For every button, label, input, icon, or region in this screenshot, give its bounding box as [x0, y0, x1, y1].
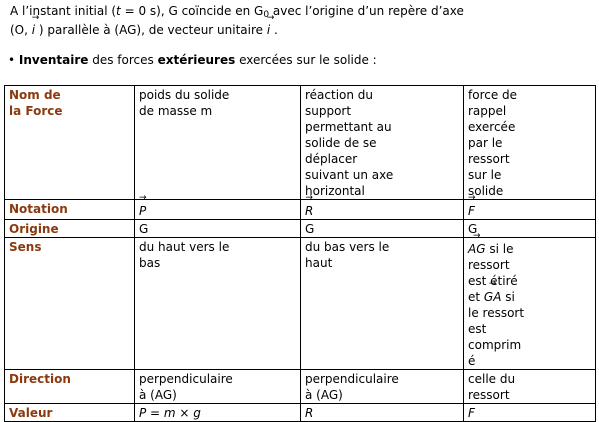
vector-ag: → AG: [468, 241, 486, 257]
time-symbol: t: [116, 4, 121, 18]
row-label: Direction: [5, 370, 135, 404]
table-cell: G: [301, 220, 464, 238]
table-row: [5, 238, 596, 370]
table-row: [5, 86, 596, 200]
table-row: [5, 370, 596, 404]
cell-text: si le ressort est étiré et: [468, 242, 518, 304]
table-cell: R: [301, 404, 464, 422]
table-cell: [464, 200, 596, 220]
table-cell: F: [464, 404, 596, 422]
table-cell: du haut vers le bas: [135, 238, 301, 370]
intro-text: avec l’origine d’un repère d’axe: [269, 4, 464, 18]
intro-text: A l’instant initial (: [10, 4, 117, 18]
intro-text: .: [270, 23, 278, 37]
table-row: [5, 220, 596, 238]
table-cell: [301, 200, 464, 220]
table-cell: [135, 200, 301, 220]
heading-text: exercées sur le solide :: [235, 53, 377, 67]
intro-text: = 0 s), G coïncide en G: [120, 4, 264, 18]
table-cell: force de rappel exercée par le ressort sur le solide: [464, 86, 596, 200]
forces-table: [4, 85, 596, 422]
table-row: [5, 404, 596, 422]
row-label: Nom de la Force: [5, 86, 135, 200]
heading-bold: extérieures: [157, 53, 236, 67]
table-row: [5, 200, 596, 220]
table-cell: poids du solide de masse m: [135, 86, 301, 200]
intro-line-2: [10, 23, 278, 38]
vector-r: → R: [305, 203, 313, 219]
unit-vector-i: → i: [32, 23, 35, 38]
table-cell: P = m × g: [135, 404, 301, 422]
row-label: Valeur: [5, 404, 135, 422]
section-heading: [8, 53, 377, 68]
row-label: Sens: [5, 238, 135, 370]
row-label: Notation: [5, 200, 135, 220]
row-label: Origine: [5, 220, 135, 238]
table-cell: du bas vers le haut: [301, 238, 464, 370]
table-cell: [464, 238, 596, 370]
unit-vector-i: → i: [267, 23, 270, 38]
subscript: 0: [263, 10, 270, 20]
vector-p: → P: [139, 203, 146, 219]
table-cell: G: [135, 220, 301, 238]
heading-text: des forces: [88, 53, 158, 67]
intro-text: (O,: [10, 23, 32, 37]
table-cell: celle du ressort: [464, 370, 596, 404]
heading-bold: Inventaire: [18, 53, 89, 67]
cell-text: si le ressort est comprimé: [468, 290, 525, 368]
vector-ga: → GA: [484, 289, 502, 305]
intro-line-1: [10, 4, 464, 19]
table-cell: réaction du support permettant au solide de se déplacer suivant un axe horizontal: [301, 86, 464, 200]
table-cell: perpendiculaire à (AG): [301, 370, 464, 404]
table-cell: G: [464, 220, 596, 238]
table-cell: perpendiculaire à (AG): [135, 370, 301, 404]
intro-text: ) parallèle à (AG), de vecteur unitaire: [35, 23, 267, 37]
vector-f: → F: [468, 203, 475, 219]
bullet-icon: •: [8, 53, 16, 67]
